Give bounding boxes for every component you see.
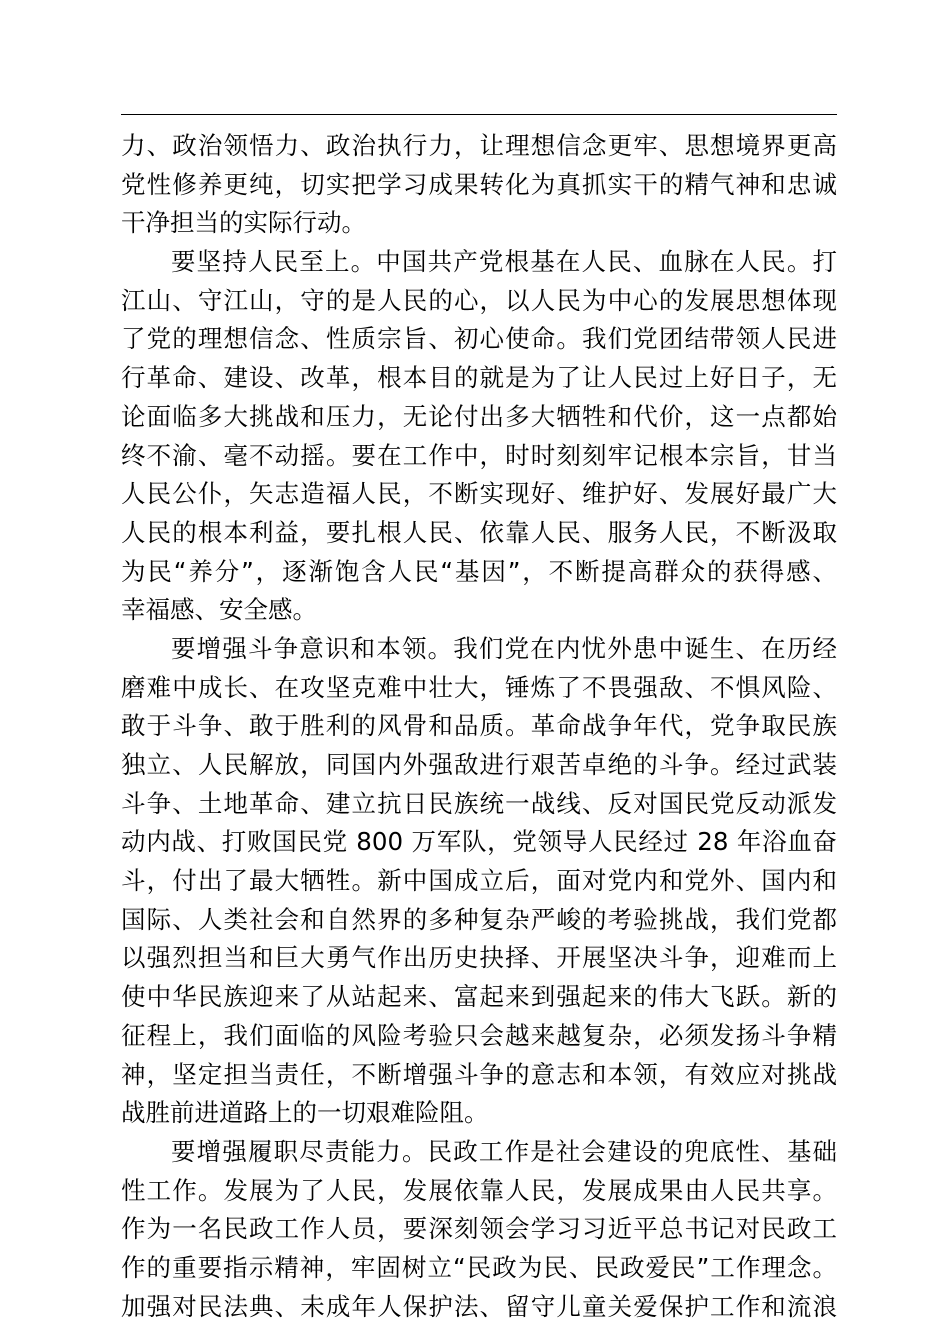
text-line: 动内战、打败国民党 800 万军队，党领导人民经过 28 年浴血奋 — [121, 827, 837, 857]
text-line: 加强对民法典、未成年人保护法、留守儿童关爱保护工作和流浪 — [121, 1291, 837, 1321]
text-line: 力、政治领悟力、政治执行力，让理想信念更牢、思想境界更高 — [121, 131, 837, 160]
text-line: 党性修养更纯，切实把学习成果转化为真抓实干的精气神和忠诚 — [121, 169, 837, 199]
text-line: 斗争、土地革命、建立抗日民族统一战线、反对国民党反动派发 — [121, 788, 837, 818]
text-line: 独立、人民解放，同国内外强敌进行艰苦卓绝的斗争。经过武装 — [121, 750, 837, 779]
text-line: 敢于斗争、敢于胜利的风骨和品质。革命战争年代，党争取民族 — [121, 711, 837, 741]
text-line: 神，坚定担当责任，不断增强斗争的意志和本领，有效应对挑战 — [121, 1059, 837, 1089]
text-line: 人民的根本利益，要扎根人民、依靠人民、服务人民，不断汲取 — [121, 517, 837, 547]
paragraph-first-line: 要坚持人民至上。中国共产党根基在人民、血脉在人民。打 — [171, 247, 837, 277]
text-line: 性工作。发展为了人民，发展依靠人民，发展成果由人民共享。 — [121, 1175, 837, 1205]
text-line: 了党的理想信念、性质宗旨、初心使命。我们党团结带领人民进 — [121, 324, 837, 354]
text-line: 终不渝、毫不动摇。要在工作中，时时刻刻牢记根本宗旨，甘当 — [121, 440, 837, 470]
text-line: 国际、人类社会和自然界的多种复杂严峻的考验挑战，我们党都 — [121, 904, 837, 934]
text-line: 江山、守江山，守的是人民的心，以人民为中心的发展思想体现 — [121, 285, 837, 315]
text-line: 征程上，我们面临的风险考验只会越来越复杂，必须发扬斗争精 — [121, 1020, 837, 1050]
paragraph-first-line: 要增强斗争意识和本领。我们党在内忧外患中诞生、在历经 — [171, 633, 837, 663]
text-line: 行革命、建设、改革，根本目的就是为了让人民过上好日子，无 — [121, 363, 837, 393]
paragraph-first-line: 要增强履职尽责能力。民政工作是社会建设的兜底性、基础 — [171, 1136, 837, 1166]
text-line: 人民公仆，矢志造福人民，不断实现好、维护好、发展好最广大 — [121, 479, 837, 509]
text-line: 幸福感、安全感。 — [121, 595, 317, 625]
document-body — [121, 127, 837, 1326]
text-line: 使中华民族迎来了从站起来、富起来到强起来的伟大飞跃。新的 — [121, 982, 837, 1012]
text-line: 作的重要指示精神，牢固树立“民政为民、民政爱民”工作理念。 — [121, 1252, 837, 1282]
text-line: 磨难中成长、在攻坚克难中壮大，锤炼了不畏强敌、不惧风险、 — [121, 672, 837, 702]
text-line: 战胜前进道路上的一切艰难险阻。 — [121, 1098, 489, 1128]
text-line: 干净担当的实际行动。 — [121, 208, 366, 238]
text-line: 斗，付出了最大牺牲。新中国成立后，面对党内和党外、国内和 — [121, 866, 837, 896]
text-line: 作为一名民政工作人员，要深刻领会学习习近平总书记对民政工 — [121, 1214, 837, 1244]
text-line: 以强烈担当和巨大勇气作出历史抉择、开展坚决斗争，迎难而上 — [121, 943, 837, 973]
text-line: 为民“养分”，逐渐饱含人民“基因”，不断提高群众的获得感、 — [121, 556, 837, 586]
header-rule — [121, 114, 837, 115]
text-line: 论面临多大挑战和压力，无论付出多大牺牲和代价，这一点都始 — [121, 401, 837, 431]
